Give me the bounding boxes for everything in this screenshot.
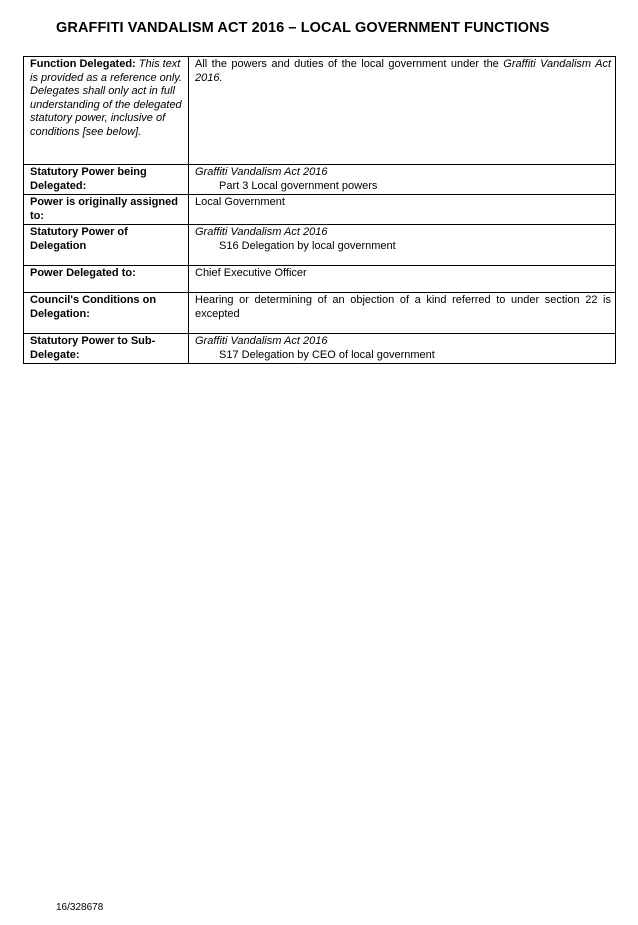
document-reference: 16/328678 (56, 902, 104, 913)
table-row (24, 266, 616, 293)
delegation-table (23, 56, 616, 364)
section-detail: S16 Delegation by local government (219, 239, 396, 252)
section-detail: S17 Delegation by CEO of local government (219, 348, 435, 361)
label-note: This text is provided as a reference only. Delegates shall only act in full understanding of the delegated statutory power, inclusive of conditions [see below]. (30, 58, 183, 138)
row-value (189, 225, 616, 266)
row-label: Statutory Power being Delegated: (24, 165, 189, 195)
table-row (24, 195, 616, 225)
table-row (24, 57, 616, 165)
value-suffix: . (219, 71, 223, 84)
row-label: Statutory Power of Delegation (24, 225, 189, 266)
act-name: Graffiti Vandalism Act 2016 (195, 166, 328, 178)
page-title: GRAFFITI VANDALISM ACT 2016 – LOCAL GOVERNMENT FUNCTIONS (56, 20, 550, 36)
act-name: Graffiti Vandalism Act 2016 (195, 58, 611, 84)
row-value: Hearing or determining of an objection of a kind referred to under section 22 is excepted (189, 293, 616, 334)
row-value (189, 57, 616, 165)
row-value (189, 165, 616, 195)
row-label: Power is originally assigned to: (24, 195, 189, 225)
act-name: Graffiti Vandalism Act 2016 (195, 335, 328, 347)
row-label: Statutory Power to Sub-Delegate: (24, 334, 189, 364)
table-row (24, 334, 616, 364)
section-detail: Part 3 Local government powers (219, 179, 378, 192)
table-row (24, 293, 616, 334)
label-text: Function Delegated: (30, 58, 136, 70)
value-text: All the powers and duties of the local government under the (195, 58, 504, 70)
row-value: Chief Executive Officer (189, 266, 616, 293)
row-value: Local Government (189, 195, 616, 225)
row-label: Council's Conditions on Delegation: (24, 293, 189, 334)
row-label (24, 57, 189, 165)
table-row (24, 165, 616, 195)
row-value (189, 334, 616, 364)
row-label: Power Delegated to: (24, 266, 189, 293)
table-row (24, 225, 616, 266)
act-name: Graffiti Vandalism Act 2016 (195, 226, 328, 238)
